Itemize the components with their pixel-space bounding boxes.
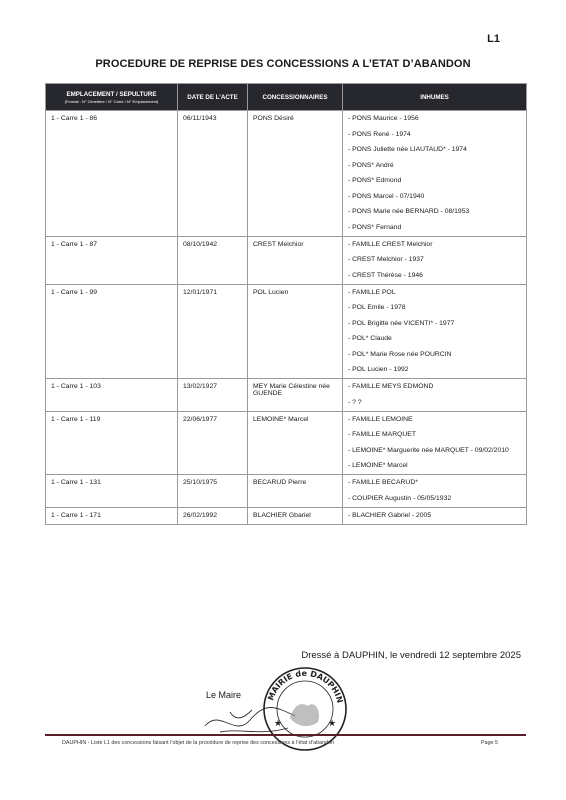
svg-text:MAIRIE de DAUPHIN: MAIRIE de DAUPHIN	[266, 668, 345, 704]
inhume-entry: - FAMILLE POL	[348, 288, 396, 296]
inhume-entry: - PONS* Edmond	[348, 177, 402, 184]
svg-text:★: ★	[274, 718, 283, 728]
inhume-entry: - PONS René - 1974	[348, 130, 411, 138]
table-header-row	[46, 84, 527, 111]
date-cell: 06/11/1943	[178, 111, 248, 237]
concessions-table	[45, 83, 527, 525]
inhume-entry: - PONS Maurice - 1956	[348, 115, 419, 122]
table-row	[46, 236, 527, 284]
inhume-entry: - PONS* André	[348, 161, 394, 169]
emplacement-cell: 1 - Carre 1 - 99	[46, 284, 178, 379]
date-cell: 12/01/1971	[178, 284, 248, 379]
concessionnaire-cell: PONS Désiré	[248, 111, 343, 237]
inhume-entry: - POL* Claude	[348, 335, 392, 342]
inhumes-cell	[343, 475, 527, 508]
header-concessionnaires: CONCESSIONNAIRES	[248, 84, 343, 111]
header-emplacement-label: EMPLACEMENT / SEPULTURE	[66, 90, 157, 98]
emplacement-cell: 1 - Carre 1 - 87	[46, 236, 178, 284]
footer-divider	[45, 734, 526, 736]
inhume-entry: - COUPIER Augustin - 05/05/1932	[348, 494, 452, 502]
inhumes-cell	[343, 284, 527, 379]
inhume-entry: - PONS* Fernand	[348, 223, 402, 231]
inhumes-cell	[343, 411, 527, 475]
inhumes-cell	[343, 236, 527, 284]
inhume-entry: - FAMILLE MEYS EDMOND	[348, 383, 434, 390]
table-row	[46, 379, 527, 412]
page-code: L1	[487, 33, 500, 45]
svg-text:★: ★	[328, 718, 337, 728]
mayor-label: Le Maire	[206, 690, 242, 700]
emplacement-cell: 1 - Carre 1 - 86	[46, 111, 178, 237]
inhume-entry: - POL Emile - 1978	[348, 304, 406, 311]
table-row	[46, 284, 527, 379]
concessionnaire-cell: CREST Melchior	[248, 236, 343, 284]
inhume-entry: - FAMILLE CREST Melchior	[348, 240, 433, 248]
inhumes-cell	[343, 379, 527, 412]
date-cell: 08/10/1942	[178, 236, 248, 284]
date-cell: 26/02/1992	[178, 507, 248, 524]
concessionnaire-cell: POL Lucien	[248, 284, 343, 379]
inhumes-cell	[343, 507, 527, 524]
inhume-entry: - POL Brigitte née VICENTI* - 1977	[348, 319, 455, 327]
header-emplacement	[46, 84, 178, 111]
place-date-line: Dressé à DAUPHIN, le vendredi 12 septembre 2025	[301, 650, 521, 661]
concessionnaire-cell: BLACHIER Gbariel	[248, 507, 343, 524]
inhume-entry: - FAMILLE MARQUET	[348, 431, 416, 438]
inhume-entry: - BLACHIER Gabriel - 2005	[348, 511, 432, 519]
header-date: DATE DE L’ACTE	[178, 84, 248, 111]
header-emplacement-format: (Format : N° Cimetière / N° Carre / N° Emplacement)	[64, 98, 159, 104]
inhume-entry: - POL Lucien - 1992	[348, 366, 409, 373]
inhume-entry: - ? ?	[348, 398, 362, 406]
footer-page-number: Page 5	[480, 740, 498, 746]
table-row	[46, 507, 527, 524]
concessionnaire-cell: MEY Marie Célestine née GUENDE	[248, 379, 343, 412]
inhume-entry: - POL* Marie Rose née POURCIN	[348, 350, 452, 358]
inhume-entry: - FAMILLE BECARUD*	[348, 479, 418, 486]
emplacement-cell: 1 - Carre 1 - 119	[46, 411, 178, 475]
inhume-entry: - LEMOINE* Marcel	[348, 462, 408, 469]
concessionnaire-cell: BECARUD Pierre	[248, 475, 343, 508]
document-title: PROCEDURE DE REPRISE DES CONCESSIONS A L’ETAT D’ABANDON	[95, 58, 471, 70]
inhume-entry: - FAMILLE LEMOINE	[348, 415, 413, 423]
date-cell: 13/02/1927	[178, 379, 248, 412]
emplacement-cell: 1 - Carre 1 - 131	[46, 475, 178, 508]
table-row	[46, 111, 527, 237]
inhume-entry: - PONS Marcel - 07/1940	[348, 192, 425, 200]
inhume-entry: - LEMOINE* Marguerite née MARQUET - 09/02/2010	[348, 446, 509, 454]
inhume-entry: - PONS Juliette née LIAUTAUD* - 1974	[348, 146, 467, 153]
date-cell: 22/06/1977	[178, 411, 248, 475]
date-cell: 25/10/1975	[178, 475, 248, 508]
header-inhumes: INHUMES	[343, 84, 527, 111]
emplacement-cell: 1 - Carre 1 - 171	[46, 507, 178, 524]
table-row	[46, 475, 527, 508]
inhumes-cell	[343, 111, 527, 237]
concessionnaire-cell: LEMOINE* Marcel	[248, 411, 343, 475]
emplacement-cell: 1 - Carre 1 - 103	[46, 379, 178, 412]
table-row	[46, 411, 527, 475]
inhume-entry: - PONS Marie née BERNARD - 08/1953	[348, 208, 470, 215]
inhume-entry: - CREST Melchior - 1937	[348, 256, 424, 263]
inhume-entry: - CREST Thérèse - 1946	[348, 271, 423, 279]
footer-text: DAUPHIN - Liste L1 des concessions faisant l’objet de la procédure de reprise des concessions à l’état d’abandon	[62, 740, 335, 746]
